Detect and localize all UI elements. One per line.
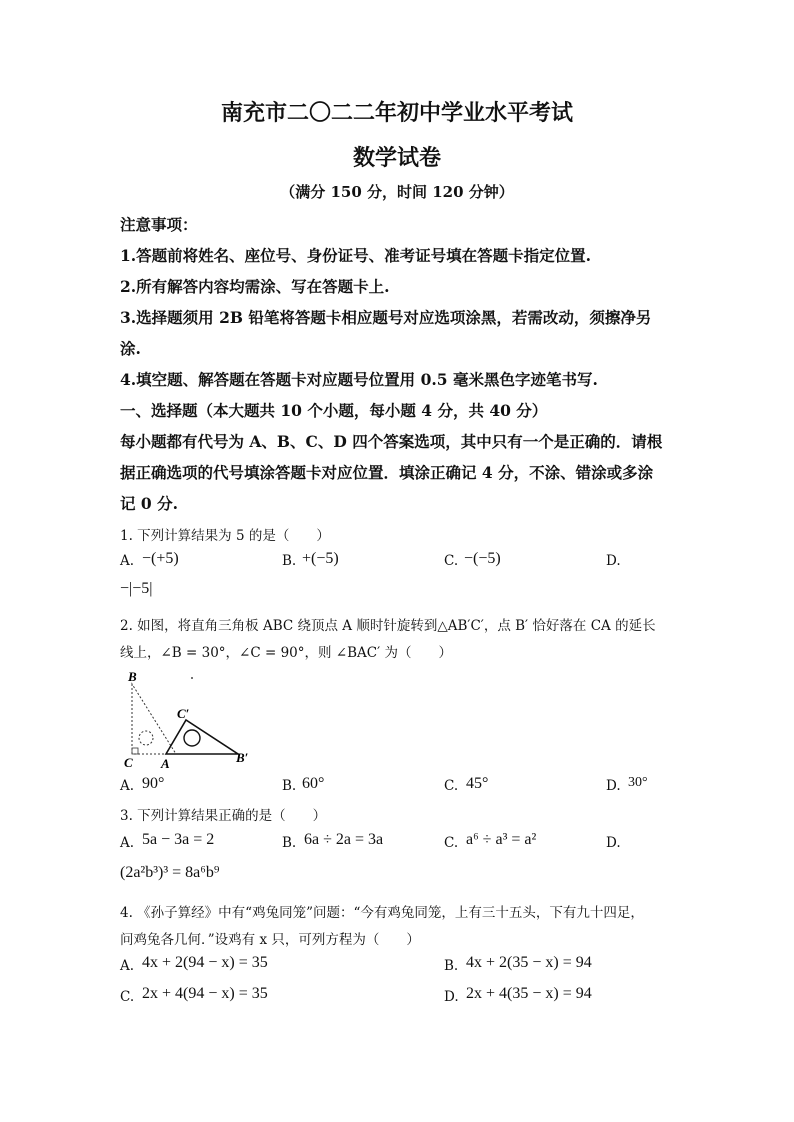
q3-option-c: a⁶ ÷ a³ = a²	[466, 831, 537, 848]
note-2: 2.所有解答内容均需涂、写在答题卡上.	[120, 277, 390, 296]
notes-heading: 注意事项：	[120, 215, 198, 234]
q1-stem: 1. 下列计算结果为 5 的是（ ）	[120, 528, 330, 544]
label-c-prime: C′	[177, 706, 190, 721]
section1-heading: 一、选择题（本大题共 10 个小题，每小题 4 分，共 40 分）	[120, 401, 548, 420]
section1-instr-2: 据正确选项的代号填涂答题卡对应位置．填涂正确记 4 分，不涂、错涂或多涂	[120, 463, 654, 482]
label-b: B	[128, 669, 137, 684]
section1-instr-3: 记 0 分.	[120, 494, 178, 513]
q4-option-a-label: A.	[120, 958, 135, 974]
q4-stem-line2: 问鸡兔各几何．”设鸡有 x 只，可列方程为（ ）	[120, 932, 420, 948]
q3-option-d: (2a²b³)³ = 8a⁶b⁹	[120, 864, 220, 881]
q4-option-b-label: B.	[444, 958, 459, 974]
q3-option-b-label: B.	[282, 835, 297, 851]
right-angle-mark	[132, 748, 138, 754]
score-time: （满分 150 分，时间 120 分钟）	[280, 183, 514, 201]
label-c: C	[124, 755, 133, 770]
q3-option-a: 5a − 3a = 2	[142, 831, 215, 848]
q4-option-c: 2x + 4(94 − x) = 35	[142, 985, 268, 1002]
triangle-abc-prime	[166, 720, 238, 754]
q3-option-a-label: A.	[120, 835, 135, 851]
note-3-line1: 3.选择题须用 2B 铅笔将答题卡相应题号对应选项涂黑，若需改动，须擦净另	[120, 308, 652, 327]
label-b-prime: B′	[236, 750, 249, 765]
q4-option-b: 4x + 2(35 − x) = 94	[466, 954, 592, 971]
q2-option-d-label: D.	[606, 778, 621, 794]
dot-mark	[191, 677, 193, 679]
q2-option-a-label: A.	[120, 778, 135, 794]
q4-option-d-label: D.	[444, 989, 459, 1005]
q2-stem-line1: 2. 如图，将直角三角板 ABC 绕顶点 A 顺时针旋转到△AB′C′，点 B′ 恰好落在 CA 的延长	[120, 618, 656, 634]
q3-stem: 3. 下列计算结果正确的是（ ）	[120, 808, 327, 824]
q1-option-a: −(+5)	[142, 550, 179, 567]
q2-figure	[120, 668, 260, 772]
q2-option-c-label: C.	[444, 778, 459, 794]
q2-option-d: 30°	[628, 775, 648, 790]
q2-stem-line2: 线上，∠B = 30°，∠C = 90°，则 ∠BAC′ 为（ ）	[120, 645, 452, 661]
note-4: 4.填空题、解答题在答题卡对应题号位置用 0.5 毫米黑色字迹笔书写.	[120, 370, 598, 389]
q3-option-d-label: D.	[606, 835, 621, 851]
q1-option-d-label: D.	[606, 553, 621, 569]
q2-option-b: 60°	[302, 775, 325, 792]
q4-option-c-label: C.	[120, 989, 135, 1005]
q1-option-b-label: B.	[282, 553, 297, 569]
subject-title: 数学试卷	[352, 145, 441, 171]
triangle-abc	[132, 684, 176, 754]
label-a: A	[161, 756, 170, 771]
q1-option-c-label: C.	[444, 553, 459, 569]
q4-option-d: 2x + 4(35 − x) = 94	[466, 985, 592, 1002]
q4-stem-line1: 4. 《孙子算经》中有“鸡兔同笼”问题：“今有鸡兔同笼，上有三十五头，下有九十四足，	[120, 905, 644, 921]
note-1: 1.答题前将姓名、座位号、身份证号、准考证号填在答题卡指定位置.	[120, 246, 592, 265]
q4-option-a: 4x + 2(94 − x) = 35	[142, 954, 268, 971]
q1-option-c: −(−5)	[464, 550, 501, 567]
q3-option-b: 6a ÷ 2a = 3a	[304, 831, 384, 848]
q2-option-a: 90°	[142, 775, 165, 792]
q3-option-c-label: C.	[444, 835, 459, 851]
q1-option-a-label: A.	[120, 553, 135, 569]
triangle-diagram	[120, 668, 260, 772]
q2-option-b-label: B.	[282, 778, 297, 794]
section1-instr-1: 每小题都有代号为 A、B、C、D 四个答案选项，其中只有一个是正确的．请根	[120, 432, 663, 451]
note-3-line2: 涂.	[120, 339, 141, 358]
q1-option-b: +(−5)	[302, 550, 339, 567]
q1-option-d: −|−5|	[120, 580, 153, 597]
triangle-abc-prime-hole	[184, 730, 200, 746]
page-title: 南充市二〇二二年初中学业水平考试	[220, 100, 573, 126]
triangle-abc-hole	[139, 731, 153, 745]
q2-option-c: 45°	[466, 775, 489, 792]
